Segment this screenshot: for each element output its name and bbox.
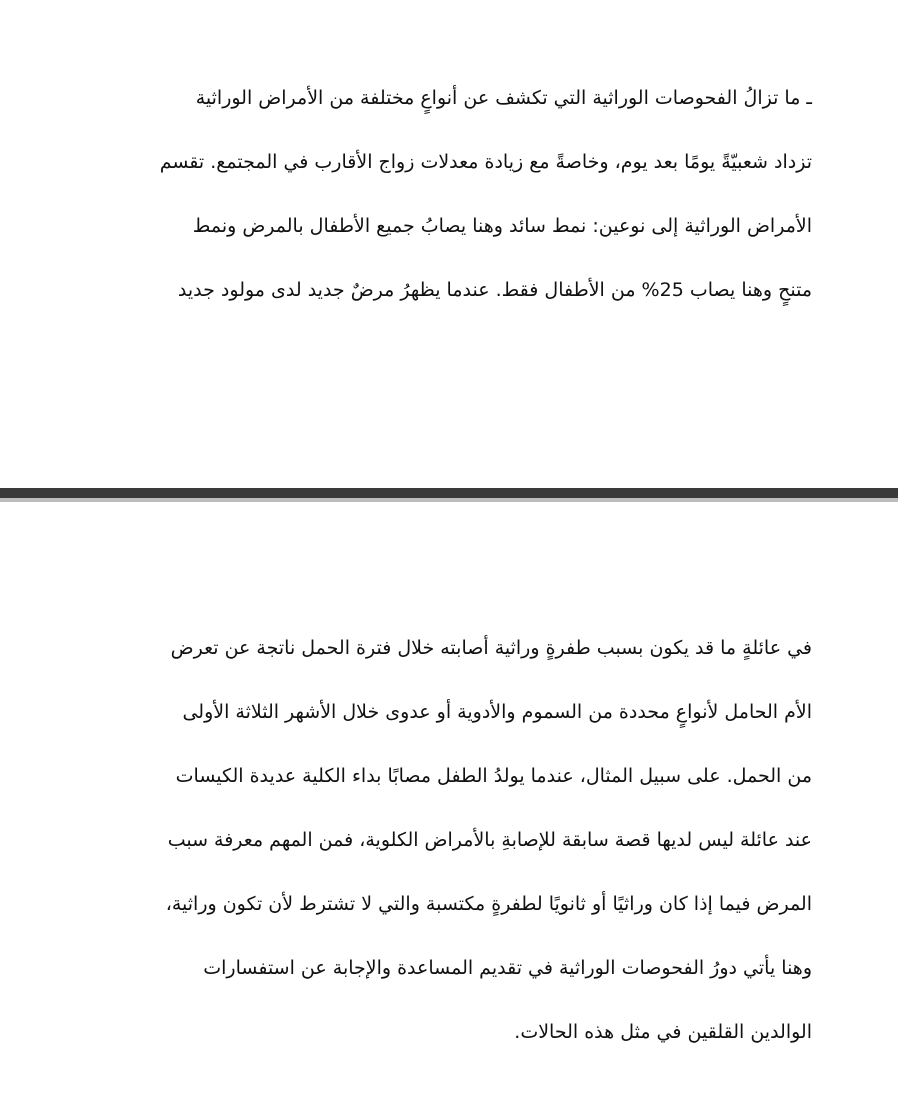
text-line: في عائلةٍ ما قد يكون بسبب طفرةٍ وراثية أصابته خلال فترة الحمل ناتجة عن تعرض [170,637,812,659]
text-line: وهنا يأتي دورُ الفحوصات الوراثية في تقديم المساعدة والإجابة عن استفسارات [203,957,812,979]
page-top [0,0,898,488]
text-line: المرض فيما إذا كان وراثيًا أو ثانويًا لطفرةٍ مكتسبة والتي لا تشترط لأن تكون وراثية، [165,893,812,915]
text-line: الوالدين القلقين في مثل هذه الحالات. [514,1021,812,1043]
text-line: متنحٍ وهنا يصاب 25% من الأطفال فقط. عندما يظهرُ مرضٌ جديد لدى مولود جديد [177,279,812,301]
text-line: الأم الحامل لأنواعٍ محددة من السموم والأدوية أو عدوى خلال الأشهر الثلاثة الأولى [182,701,812,723]
text-line: من الحمل. على سبيل المثال، عندما يولدُ الطفل مصابًا بداء الكلية عديدة الكيسات [175,765,812,787]
text-line: ـ ما تزالُ الفحوصات الوراثية التي تكشف عن أنواعٍ مختلفة من الأمراض الوراثية [195,87,812,109]
separator-dark-bar [0,488,898,498]
text-line: الأمراض الوراثية إلى نوعين: نمط سائد وهنا يصابُ جميع الأطفال بالمرض ونمط [192,215,812,237]
text-line: عند عائلة ليس لديها قصة سابقة للإصابةِ بالأمراض الكلوية، فمن المهم معرفة سبب [167,829,812,851]
text-line: تزداد شعبيّةً يومًا بعد يوم، وخاصةً مع زيادة معدلات زواج الأقارب في المجتمع. تقسم [159,151,812,173]
page-separator [0,488,898,502]
paragraph-bottom [72,616,812,1064]
paragraph-top [72,66,812,322]
